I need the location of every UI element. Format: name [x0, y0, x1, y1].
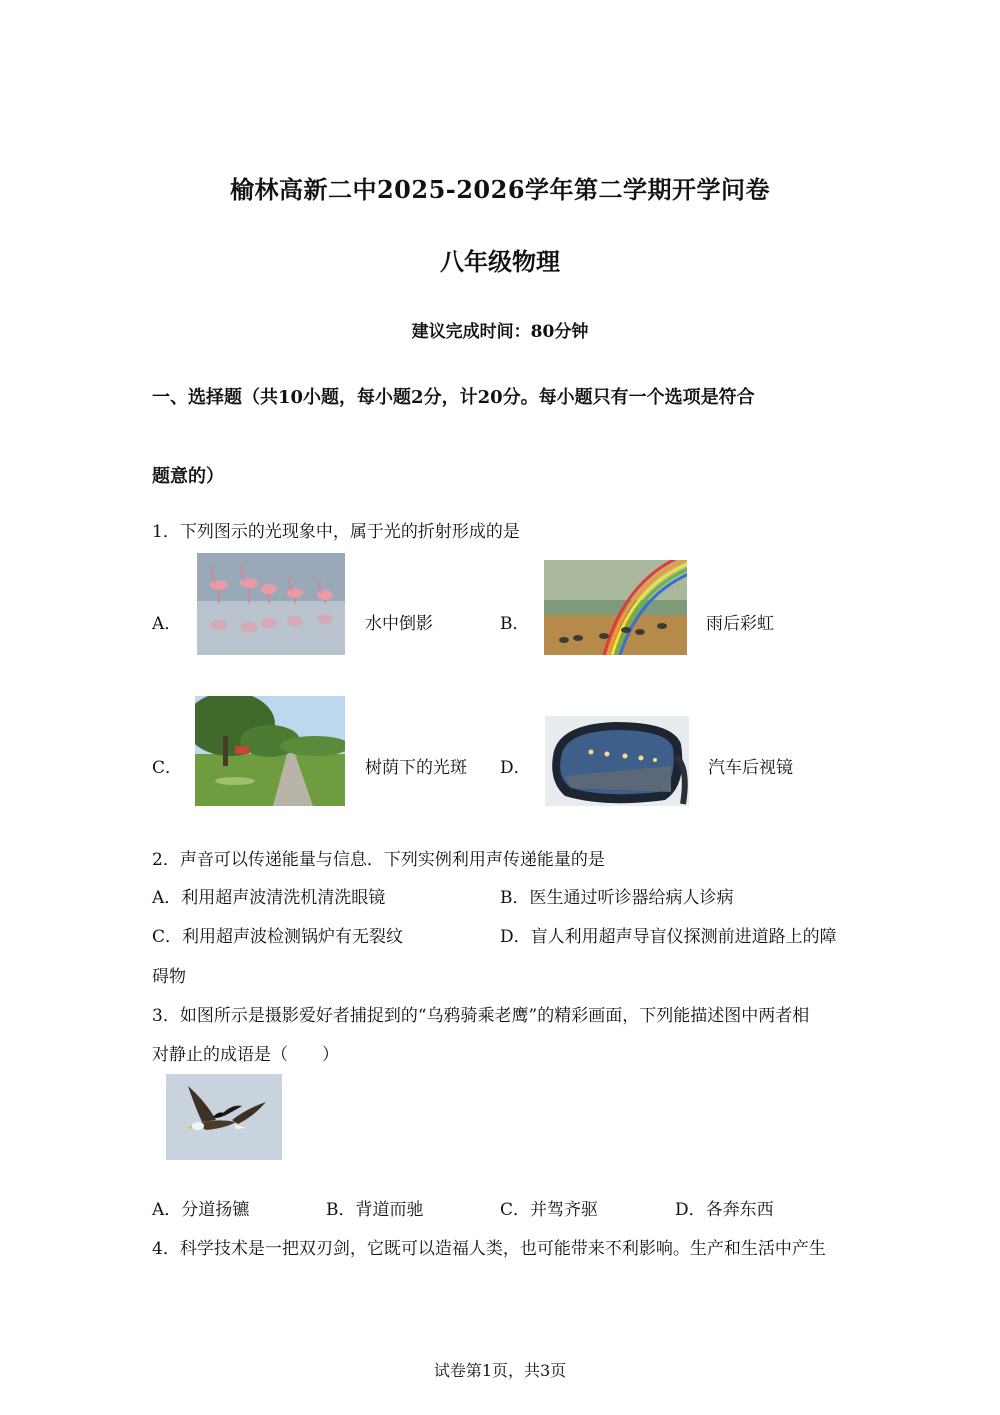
q2-option-d: D．盲人利用超声导盲仪探测前进道路上的障	[500, 927, 837, 947]
flamingos-reflection-photo	[197, 553, 345, 655]
question-1-stem: 1．下列图示的光现象中，属于光的折射形成的是	[152, 522, 520, 542]
car-mirror-photo	[545, 716, 689, 806]
q1-option-c-caption: 树荫下的光斑	[365, 758, 467, 778]
q2-option-d-wrap: 碍物	[152, 967, 186, 987]
q2-option-b: B．医生通过听诊器给病人诊病	[500, 888, 734, 908]
q1-option-d-caption: 汽车后视镜	[708, 758, 793, 778]
q1-option-a-letter: A．	[152, 614, 182, 634]
q1-option-a-caption: 水中倒影	[365, 614, 433, 634]
question-3-stem-line2: 对静止的成语是（ ）	[152, 1045, 339, 1065]
tree-shade-photo	[195, 696, 345, 806]
question-2-stem: 2．声音可以传递能量与信息．下列实例利用声传递能量的是	[152, 850, 605, 870]
q1-option-d-letter: D．	[500, 758, 531, 778]
q2-option-a: A．利用超声波清洗机清洗眼镜	[152, 888, 386, 908]
suggested-time: 建议完成时间：80分钟	[411, 322, 589, 342]
q3-option-b: B．背道而驰	[326, 1200, 424, 1220]
section-heading-line2: 题意的）	[152, 466, 224, 487]
q1-option-c-letter: C．	[152, 758, 183, 778]
q1-option-b-caption: 雨后彩虹	[706, 614, 774, 634]
rainbow-photo	[544, 560, 687, 655]
question-3-stem-line1: 3．如图所示是摄影爱好者捕捉到的“乌鸦骑乘老鹰”的精彩画面，下列能描述图中两者相	[152, 1006, 810, 1026]
q3-option-c: C．并驾齐驱	[500, 1200, 599, 1220]
page-footer: 试卷第1页，共3页	[433, 1361, 567, 1380]
question-4-stem: 4．科学技术是一把双刃剑，它既可以造福人类，也可能带来不利影响。生产和生活中产生	[152, 1239, 826, 1259]
q1-option-b-letter: B．	[500, 614, 530, 634]
q2-option-c: C．利用超声波检测锅炉有无裂纹	[152, 927, 404, 947]
exam-subtitle: 八年级物理	[440, 247, 560, 276]
exam-title: 榆林高新二中2025-2026学年第二学期开学问卷	[229, 175, 771, 204]
q3-option-d: D．各奔东西	[675, 1200, 774, 1220]
section-heading-line1: 一、选择题（共10小题，每小题2分，计20分。每小题只有一个选项是符合	[152, 387, 755, 408]
q3-option-a: A．分道扬镳	[152, 1200, 250, 1220]
crow-riding-eagle-photo	[166, 1074, 282, 1160]
